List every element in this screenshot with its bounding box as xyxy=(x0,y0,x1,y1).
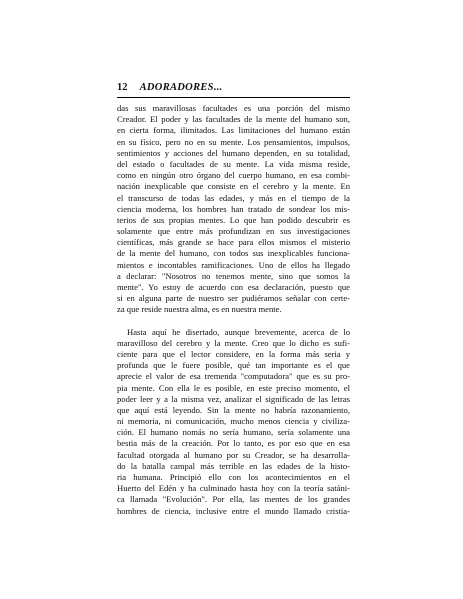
text-line: za que reside nuestra alma, es en nuestra mente. xyxy=(117,304,282,315)
paragraph-gap xyxy=(117,316,350,327)
paragraph-2 xyxy=(117,327,350,517)
text-line: el transcurso de todas las edades, y más en el tiempo de la xyxy=(117,192,350,203)
text-line: si en alguna parte de nuestro ser pudiéramos señalar con certe- xyxy=(117,293,350,304)
text-line: pia mente. Con ella le es posible, en este preciso momento, el xyxy=(117,382,350,393)
text-line: ni memoria, ni comunicación, mucho menos ciencia y civiliza- xyxy=(117,416,350,427)
text-line: bestia más de la creación. Por lo tanto, es por eso que en esa xyxy=(117,438,350,449)
text-line: solamente que entre más profundizan en sus investigaciones xyxy=(117,226,350,237)
text-line: en cierta forma, ilimitados. Las limitaciones del humano están xyxy=(117,125,350,136)
text-line: hombres de ciencia, inclusive entre el mundo llamado cristia- xyxy=(117,505,350,516)
text-line: ción. El humano nomás no sería humano, sería solamente una xyxy=(117,427,350,438)
text-line: sentimientos y acciones del humano dependen, en su totalidad, xyxy=(117,147,350,158)
running-header xyxy=(117,81,350,98)
text-line: nación inexplicable que consiste en el cerebro y la mente. En xyxy=(117,181,350,192)
text-line: poder leer y a la misma vez, analizar el significado de las letras xyxy=(117,393,350,404)
text-line: ciente para que el lector considere, en la forma más seria y xyxy=(117,348,350,359)
paragraph-1 xyxy=(117,103,350,316)
page-number: 12 xyxy=(117,82,128,93)
text-line: Creador. El poder y las facultades de la mente del humano son, xyxy=(117,114,350,125)
text-line: Hasta aquí he disertado, aunque brevemente, acerca de lo xyxy=(127,326,350,337)
running-title: ADORADORES... xyxy=(139,82,223,93)
text-line: do la batalla campal más terrible en las edades de la histo- xyxy=(117,460,350,471)
text-line: a declarar: "Nosotros no tenemos mente, sino que somos la xyxy=(117,270,350,281)
text-line: facultad otorgada al humano por su Creador, se ha desarrolla- xyxy=(117,449,350,460)
body-text xyxy=(117,103,350,517)
text-line: profunda que le fuere posible, qué tan importante es el que xyxy=(117,360,350,371)
text-line: en su físico, pero no en su mente. Los pensamientos, impulsos, xyxy=(117,136,350,147)
text-line: ria humana. Principió ello con los acontecimientos en el xyxy=(117,472,350,482)
text-line: científicas, más grande se hace para ellos mismos el misterio xyxy=(117,237,350,248)
text-line: como en ningún otro órgano del cuerpo humano, en esa combi- xyxy=(117,170,350,181)
text-line: que aquí está leyendo. Sin la mente no habría razonamiento, xyxy=(117,404,350,415)
text-line: mientos e incontables ramificaciones. Uno de ellos ha llegado xyxy=(117,259,350,270)
text-line: mente". Yo estoy de acuerdo con esa declaración, puesto que xyxy=(117,282,350,292)
text-line: de la mente del humano, con todos sus inexplicables funciona- xyxy=(117,248,350,259)
text-line: Huerto del Edén y ha culminado hasta hoy con la teoría satáni- xyxy=(117,483,350,494)
text-line: ciencia moderna, los hombres han tratado de sondear los mis- xyxy=(117,203,350,214)
text-line: das sus maravillosas facultades es una porción del mismo xyxy=(117,103,350,113)
text-line: terios de sus propias mentes. Lo que han podido descubrir es xyxy=(117,214,350,225)
text-line: aprecie el valor de esa tremenda "computadora" que es su pro- xyxy=(117,371,350,382)
text-line: maravilloso del cerebro y la mente. Creo que lo dicho es sufi- xyxy=(117,337,350,348)
text-line: del estado o facultades de su mente. La vida misma reside, xyxy=(117,158,350,169)
text-line: ca llamada "Evolución". Por ella, las mentes de los grandes xyxy=(117,494,350,505)
